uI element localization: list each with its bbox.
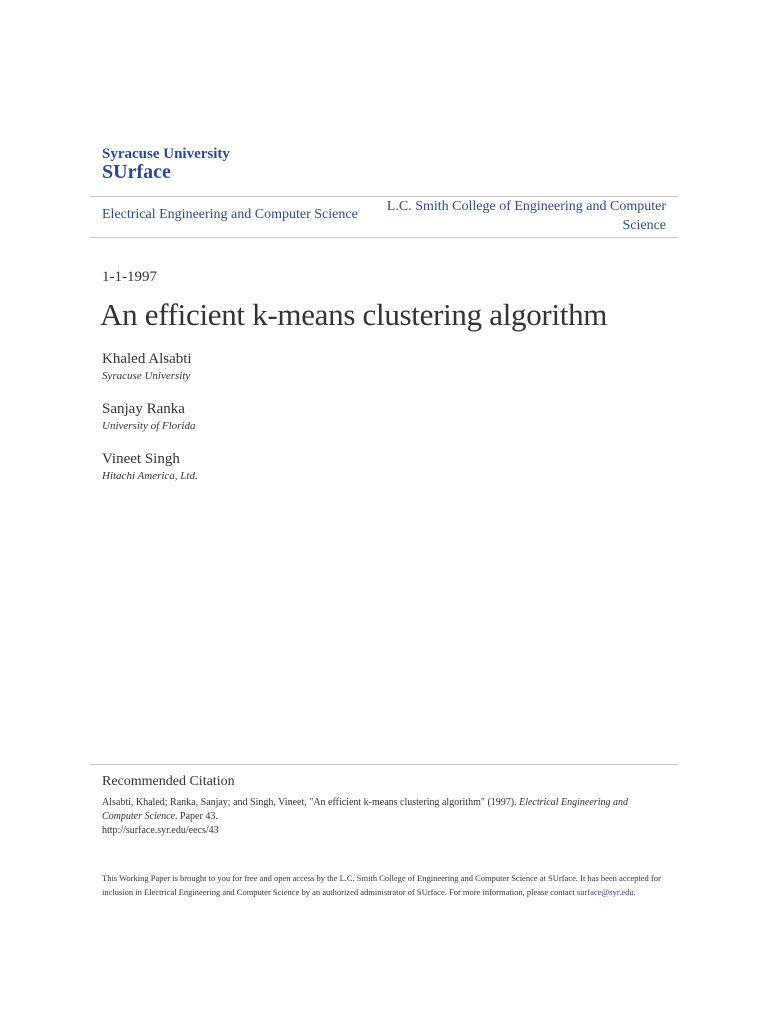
- paper-title: An efficient k-means clustering algorithm: [100, 297, 608, 332]
- author-name: Vineet Singh: [102, 451, 180, 467]
- citation-url[interactable]: http://surface.syr.edu/eecs/43: [102, 825, 219, 836]
- author-affiliation: Syracuse University: [102, 370, 191, 382]
- access-note-end: .: [633, 887, 636, 897]
- citation-authors: Alsabti, Khaled; Ranka, Sanjay; and Singh, Vineet, "An efficient k-means clustering algorithm" (1997).: [102, 797, 517, 808]
- author-affiliation: University of Florida: [102, 420, 196, 432]
- citation-paper-number: . Paper 43.: [175, 811, 218, 822]
- author-name: Khaled Alsabti: [102, 351, 192, 367]
- department-link[interactable]: Electrical Engineering and Computer Science: [102, 207, 358, 222]
- institution-name: Syracuse University: [102, 146, 230, 162]
- repository-name[interactable]: SUrface: [102, 161, 171, 183]
- citation-text: [102, 796, 662, 838]
- citation-heading: Recommended Citation: [102, 774, 235, 789]
- citation-divider: [90, 764, 678, 765]
- author-name: Sanjay Ranka: [102, 401, 185, 417]
- author-affiliation: Hitachi America, Ltd.: [102, 470, 198, 482]
- access-note-text: This Working Paper is brought to you for free and open access by the L.C. Smith College of Engineering and Computer Science at SUrface. It has been accepted for inclusion in Electrical Engineering and Computer Science by an authorized administrator of SUrface. For more information, please contact: [102, 873, 661, 897]
- access-note: [102, 871, 672, 899]
- citation-series: Electrical Engineering and Computer Science: [102, 797, 628, 822]
- author-block: [102, 400, 196, 434]
- header-divider-bottom: [90, 237, 678, 238]
- publication-date: 1-1-1997: [102, 269, 157, 285]
- contact-email-link[interactable]: surface@syr.edu: [576, 887, 634, 897]
- author-block: [102, 450, 198, 484]
- college-link[interactable]: L.C. Smith College of Engineering and Computer Science: [386, 199, 666, 233]
- author-block: [102, 350, 192, 384]
